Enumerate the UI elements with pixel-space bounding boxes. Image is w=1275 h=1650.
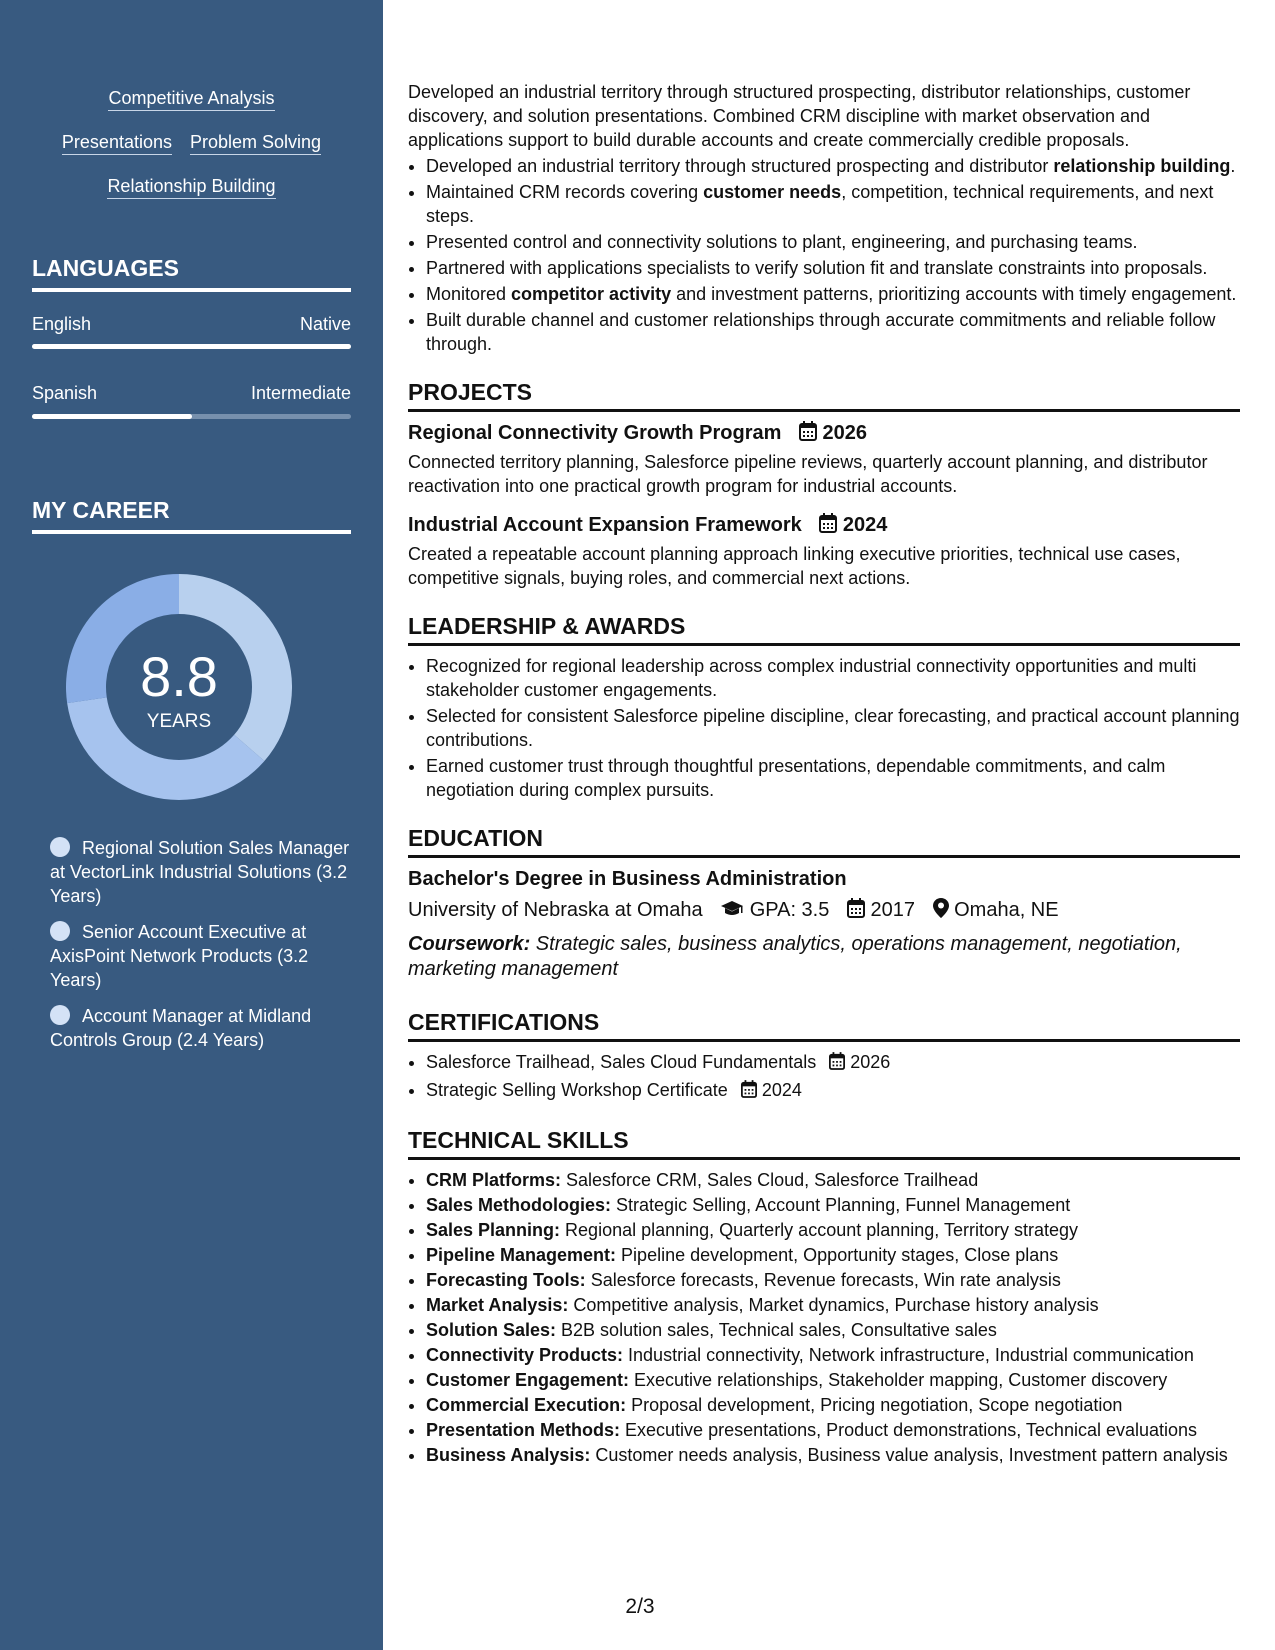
career-legend-item <box>50 920 350 992</box>
bullet-text: Developed an industrial territory through structured prospecting and distributor <box>426 156 1054 176</box>
tech-skill-item <box>426 1293 1240 1317</box>
calendar-icon <box>819 513 837 540</box>
languages-heading: LANGUAGES <box>32 254 351 292</box>
bullet-bold: relationship building <box>1053 156 1231 176</box>
certifications-list <box>408 1050 1240 1104</box>
sidebar <box>0 0 383 1650</box>
tech-skill-item <box>426 1418 1240 1442</box>
education-heading: EDUCATION <box>408 824 1240 858</box>
language-row <box>32 383 351 404</box>
leadership-item: • Recognized for regional leadership across complex industrial connectivity opportunities and multi stakeholder customer engagements. <box>426 654 1240 702</box>
experience-summary: Developed an industrial territory through structured prospecting, distributor relationships, customer discovery, and solution presentations. Combined CRM discipline with market observation and applications support to build durable accounts and create commercially credible proposals. <box>408 82 1191 150</box>
leadership-list <box>408 654 1240 802</box>
tech-skill-label: Business Analysis: <box>426 1445 591 1465</box>
project-title-text: Regional Connectivity Growth Program <box>408 422 782 444</box>
calendar-icon <box>741 1080 757 1104</box>
career-legend-item <box>50 1004 350 1052</box>
project-year: 2026 <box>822 422 868 444</box>
main-content <box>408 80 1240 1468</box>
tech-skill-item <box>426 1443 1240 1467</box>
certification-name: Strategic Selling Workshop Certificate <box>426 1080 728 1100</box>
bullet-text: Monitored <box>426 284 512 304</box>
tech-skill-value: Customer needs analysis, Business value analysis, Investment pattern analysis <box>590 1445 1228 1465</box>
skills-list <box>32 88 351 220</box>
language-bar-fill <box>32 414 192 419</box>
certification-year: 2026 <box>850 1052 891 1072</box>
language-row <box>32 314 351 335</box>
tech-skill-value: B2B solution sales, Technical sales, Consultative sales <box>556 1320 997 1340</box>
language-level: Native <box>299 314 351 334</box>
tech-skill-item <box>426 1268 1240 1292</box>
tech-skill-label: Sales Methodologies: <box>426 1195 612 1215</box>
project-year: 2024 <box>842 514 888 536</box>
tech-skill-label: Commercial Execution: <box>426 1395 627 1415</box>
tech-skill-value: Industrial connectivity, Network infrastructure, Industrial communication <box>623 1345 1194 1365</box>
career-unit: YEARS <box>146 711 212 732</box>
experience-bullet <box>426 282 1240 306</box>
bullet-text: Maintained CRM records covering <box>426 182 704 202</box>
tech-skill-label: Presentation Methods: <box>426 1420 621 1440</box>
skill-tag: Relationship Building <box>107 176 275 199</box>
language-name: Spanish <box>32 383 98 403</box>
tech-skill-label: CRM Platforms: <box>426 1170 562 1190</box>
tech-skill-value: Salesforce forecasts, Revenue forecasts, Win rate analysis <box>585 1270 1061 1290</box>
education-coursework <box>408 932 1240 982</box>
tech-skill-value: Executive relationships, Stakeholder mapping, Customer discovery <box>629 1370 1168 1390</box>
tech-skill-label: Solution Sales: <box>426 1320 557 1340</box>
tech-skill-label: Market Analysis: <box>426 1295 569 1315</box>
tech-skill-item <box>426 1168 1240 1192</box>
tech-skill-value: Pipeline development, Opportunity stages, Close plans <box>616 1245 1059 1265</box>
calendar-icon <box>799 421 817 448</box>
tech-skill-label: Forecasting Tools: <box>426 1270 586 1290</box>
technical-skills-heading: TECHNICAL SKILLS <box>408 1126 1240 1160</box>
tech-skill-item <box>426 1243 1240 1267</box>
certification-item <box>426 1050 1240 1076</box>
experience-bullet <box>426 154 1240 178</box>
tech-skill-label: Sales Planning: <box>426 1220 561 1240</box>
tech-skill-item <box>426 1193 1240 1217</box>
tech-skill-item <box>426 1218 1240 1242</box>
career-legend-item <box>50 836 350 908</box>
tech-skill-value: Executive presentations, Product demonstrations, Technical evaluations <box>620 1420 1198 1440</box>
location-pin-icon <box>933 899 949 921</box>
project-title <box>408 512 1240 540</box>
education-school: University of Nebraska at Omaha <box>408 899 703 921</box>
leadership-item: • Selected for consistent Salesforce pipeline discipline, clear forecasting, and practical account planning contributions. <box>426 704 1240 752</box>
tech-skill-item <box>426 1318 1240 1342</box>
bullet-bold: customer needs <box>703 182 842 202</box>
career-total: 8.8 <box>140 645 218 708</box>
education-details <box>408 896 1240 926</box>
career-legend-label: Account Manager at Midland Controls Group (2.4 Years) <box>50 1006 312 1050</box>
tech-skill-item <box>426 1343 1240 1367</box>
project-description: Connected territory planning, Salesforce pipeline reviews, quarterly account planning, and distributor reactivation into one practical growth program for industrial accounts. <box>408 452 1208 496</box>
experience-bullets <box>408 154 1240 356</box>
certification-year: 2024 <box>761 1080 802 1100</box>
experience-bullet <box>426 230 1240 254</box>
education-degree: Bachelor's Degree in Business Administration <box>408 868 847 890</box>
leadership-heading: LEADERSHIP & AWARDS <box>408 612 1240 646</box>
leadership-item: • Earned customer trust through thoughtful presentations, dependable commitments, and calm negotiation during complex pursuits. <box>426 754 1240 802</box>
education-gpa: GPA: 3.5 <box>749 899 830 921</box>
tech-skill-value: Proposal development, Pricing negotiation, Scope negotiation <box>626 1395 1123 1415</box>
bullet-text: . <box>1230 156 1236 176</box>
calendar-icon <box>829 1052 845 1076</box>
experience-bullet <box>426 308 1240 356</box>
certification-item <box>426 1078 1240 1104</box>
tech-skill-label: Pipeline Management: <box>426 1245 617 1265</box>
coursework-label: Coursework: <box>408 933 531 955</box>
legend-dot <box>50 837 70 857</box>
certification-name: Salesforce Trailhead, Sales Cloud Fundamentals <box>426 1052 817 1072</box>
education-location: Omaha, NE <box>954 899 1059 921</box>
experience-bullet <box>426 256 1240 280</box>
legend-dot <box>50 921 70 941</box>
page-number: 2/3 <box>625 1595 655 1618</box>
projects-heading: PROJECTS <box>408 378 1240 412</box>
bullet-text: Partnered with applications specialists to verify solution fit and translate constraints into proposals. <box>426 258 1208 278</box>
project-title <box>408 420 1240 448</box>
bullet-text: Presented control and connectivity solutions to plant, engineering, and purchasing teams. <box>426 232 1138 252</box>
career-legend <box>50 836 350 1064</box>
technical-skills-list <box>408 1168 1240 1467</box>
skill-tag: Competitive Analysis <box>108 88 274 111</box>
calendar-icon <box>847 898 865 926</box>
language-name: English <box>32 314 92 334</box>
language-level: Intermediate <box>250 383 351 403</box>
tech-skill-item <box>426 1368 1240 1392</box>
bullet-text: Built durable channel and customer relationships through accurate commitments and reliable follow through. <box>426 310 1216 354</box>
tech-skill-value: Competitive analysis, Market dynamics, Purchase history analysis <box>568 1295 1099 1315</box>
coursework-text: Strategic sales, business analytics, operations management, negotiation, marketing management <box>408 933 1182 980</box>
skill-tag: Problem Solving <box>190 132 321 155</box>
language-bar <box>32 344 351 349</box>
tech-skill-value: Regional planning, Quarterly account planning, Territory strategy <box>560 1220 1079 1240</box>
experience-bullet <box>426 180 1240 228</box>
legend-dot <box>50 1005 70 1025</box>
tech-skill-label: Connectivity Products: <box>426 1345 624 1365</box>
certifications-heading: CERTIFICATIONS <box>408 1008 1240 1042</box>
tech-skill-value: Strategic Selling, Account Planning, Funnel Management <box>611 1195 1071 1215</box>
project-title-text: Industrial Account Expansion Framework <box>408 514 802 536</box>
tech-skill-value: Salesforce CRM, Sales Cloud, Salesforce Trailhead <box>561 1170 979 1190</box>
bullet-bold: competitor activity <box>511 284 672 304</box>
bullet-text: and investment patterns, prioritizing accounts with timely engagement. <box>671 284 1237 304</box>
graduation-cap-icon <box>720 899 744 921</box>
skill-tag: Presentations <box>62 132 172 155</box>
bullet-text: , competition, technical requirements, and next steps. <box>426 182 1214 226</box>
project-description: Created a repeatable account planning approach linking executive priorities, technical use cases, competitive signals, buying roles, and commercial next actions. <box>408 544 1181 588</box>
education-year: 2017 <box>870 899 915 921</box>
language-bar-fill <box>32 344 351 349</box>
tech-skill-label: Customer Engagement: <box>426 1370 630 1390</box>
tech-skill-item <box>426 1393 1240 1417</box>
career-donut-chart <box>66 574 292 800</box>
language-bar <box>32 414 351 419</box>
career-legend-label: Regional Solution Sales Manager at VectorLink Industrial Solutions (3.2 Years) <box>50 838 350 906</box>
career-legend-label: Senior Account Executive at AxisPoint Network Products (3.2 Years) <box>50 922 309 990</box>
career-heading: MY CAREER <box>32 496 351 534</box>
